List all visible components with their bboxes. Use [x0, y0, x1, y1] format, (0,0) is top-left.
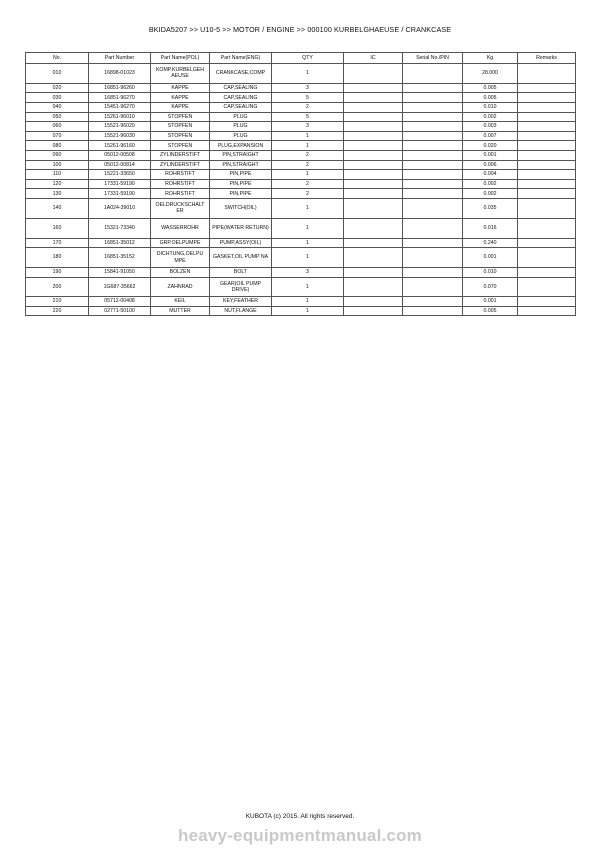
- cell-part-name-eng: PIN,PIPE: [210, 189, 272, 199]
- cell-ic: [344, 238, 403, 248]
- cell-no: 090: [26, 150, 89, 160]
- cell-serial: [403, 297, 463, 307]
- cell-no: 160: [26, 218, 89, 238]
- cell-part-name-pol: KAPPE: [151, 102, 210, 112]
- cell-serial: [403, 198, 463, 218]
- cell-kg: 0.001: [463, 248, 518, 268]
- cell-serial: [403, 64, 463, 84]
- cell-serial: [403, 122, 463, 132]
- column-header-serial: Serial No./PIN: [403, 53, 463, 64]
- cell-no: 140: [26, 198, 89, 218]
- table-row: [26, 198, 576, 218]
- cell-qty: 2: [272, 102, 344, 112]
- table-row: [26, 267, 576, 277]
- table-row: [26, 131, 576, 141]
- cell-part-number: 15521-96020: [89, 122, 151, 132]
- cell-remarks: [518, 277, 576, 297]
- cell-kg: 0.005: [463, 83, 518, 93]
- cell-remarks: [518, 150, 576, 160]
- cell-qty: 3: [272, 83, 344, 93]
- cell-part-number: 15521-96030: [89, 131, 151, 141]
- cell-kg: 0.002: [463, 179, 518, 189]
- cell-ic: [344, 179, 403, 189]
- copyright-notice: KUBOTA (c) 2015. All rights reserved.: [245, 813, 355, 820]
- cell-kg: 28.000: [463, 64, 518, 84]
- cell-serial: [403, 83, 463, 93]
- cell-qty: 1: [272, 218, 344, 238]
- table-row: [26, 170, 576, 180]
- cell-qty: 1: [272, 248, 344, 268]
- cell-part-name-pol: ZAHNRAD: [151, 277, 210, 297]
- table-row: [26, 189, 576, 199]
- cell-no: 170: [26, 238, 89, 248]
- cell-ic: [344, 198, 403, 218]
- cell-kg: 0.002: [463, 189, 518, 199]
- cell-part-name-eng: PIPE(WATER RETURN): [210, 218, 272, 238]
- cell-part-name-eng: CAP,SEALING: [210, 83, 272, 93]
- cell-part-number: 15321-73340: [89, 218, 151, 238]
- cell-part-number: 05012-00508: [89, 150, 151, 160]
- cell-qty: 1: [272, 277, 344, 297]
- cell-part-name-pol: KOMP.KURBELGEH AEUSE: [151, 64, 210, 84]
- cell-ic: [344, 141, 403, 151]
- table-row: [26, 112, 576, 122]
- cell-part-name-pol: KAPPE: [151, 83, 210, 93]
- cell-no: 130: [26, 189, 89, 199]
- page-title: BKIDA5207 >> U10-5 >> MOTOR / ENGINE >> 000100 KURBELGHAEUSE / CRANKCASE: [148, 25, 452, 34]
- cell-qty: 1: [272, 170, 344, 180]
- column-header-part-name-pol: Part Name(POL): [151, 53, 210, 64]
- cell-part-number: 16851-35152: [89, 248, 151, 268]
- cell-ic: [344, 170, 403, 180]
- column-header-ic: IC: [344, 53, 403, 64]
- cell-part-name-eng: BOLT: [210, 267, 272, 277]
- cell-part-name-eng: NUT,FLANGE: [210, 306, 272, 316]
- cell-no: 050: [26, 112, 89, 122]
- column-header-part-number: Part Number: [89, 53, 151, 64]
- cell-kg: 0.240: [463, 238, 518, 248]
- cell-serial: [403, 218, 463, 238]
- cell-part-number: 16851-96270: [89, 93, 151, 103]
- parts-table-body: [26, 64, 576, 316]
- cell-remarks: [518, 267, 576, 277]
- cell-ic: [344, 248, 403, 268]
- cell-part-name-pol: ROHRSTIFT: [151, 189, 210, 199]
- cell-part-name-eng: GASKET,OIL PUMP NA: [210, 248, 272, 268]
- column-header-remarks: Remarks: [518, 53, 576, 64]
- cell-part-name-pol: ZYLINDERSTIFT: [151, 150, 210, 160]
- cell-kg: 0.010: [463, 102, 518, 112]
- cell-part-name-eng: PUMP,ASSY(OIL): [210, 238, 272, 248]
- cell-ic: [344, 112, 403, 122]
- cell-part-number: 17331-59190: [89, 179, 151, 189]
- cell-qty: 1: [272, 131, 344, 141]
- cell-kg: 0.001: [463, 150, 518, 160]
- cell-serial: [403, 150, 463, 160]
- cell-serial: [403, 189, 463, 199]
- cell-kg: 0.035: [463, 198, 518, 218]
- cell-ic: [344, 122, 403, 132]
- cell-remarks: [518, 83, 576, 93]
- cell-part-name-pol: MUTTER: [151, 306, 210, 316]
- cell-remarks: [518, 160, 576, 170]
- cell-no: 210: [26, 297, 89, 307]
- cell-no: 030: [26, 93, 89, 103]
- cell-remarks: [518, 218, 576, 238]
- cell-kg: 0.003: [463, 122, 518, 132]
- cell-part-number: 15221-33650: [89, 170, 151, 180]
- cell-part-name-eng: GEAR(OIL PUMP DRIVE): [210, 277, 272, 297]
- column-header-qty: QTY: [272, 53, 344, 64]
- cell-remarks: [518, 102, 576, 112]
- cell-part-name-pol: ROHRSTIFT: [151, 179, 210, 189]
- cell-qty: 1: [272, 297, 344, 307]
- cell-serial: [403, 141, 463, 151]
- cell-part-name-eng: PLUG: [210, 122, 272, 132]
- cell-remarks: [518, 198, 576, 218]
- cell-remarks: [518, 297, 576, 307]
- cell-ic: [344, 131, 403, 141]
- cell-part-name-eng: KEY,FEATHER: [210, 297, 272, 307]
- cell-remarks: [518, 131, 576, 141]
- cell-remarks: [518, 179, 576, 189]
- cell-no: 060: [26, 122, 89, 132]
- cell-ic: [344, 160, 403, 170]
- cell-remarks: [518, 112, 576, 122]
- table-row: [26, 179, 576, 189]
- cell-serial: [403, 179, 463, 189]
- cell-no: 190: [26, 267, 89, 277]
- cell-no: 220: [26, 306, 89, 316]
- cell-remarks: [518, 248, 576, 268]
- cell-no: 040: [26, 102, 89, 112]
- cell-serial: [403, 267, 463, 277]
- cell-part-name-eng: PIN,STRAIGHT: [210, 150, 272, 160]
- cell-kg: 0.016: [463, 218, 518, 238]
- table-row: [26, 64, 576, 84]
- cell-remarks: [518, 122, 576, 132]
- cell-part-name-pol: WASSERROHR: [151, 218, 210, 238]
- cell-kg: 0.010: [463, 267, 518, 277]
- table-row: [26, 150, 576, 160]
- cell-remarks: [518, 189, 576, 199]
- cell-ic: [344, 83, 403, 93]
- table-row: [26, 297, 576, 307]
- table-row: [26, 160, 576, 170]
- cell-qty: 2: [272, 179, 344, 189]
- cell-part-name-eng: PLUG,EXPANSION: [210, 141, 272, 151]
- cell-no: 180: [26, 248, 89, 268]
- table-row: [26, 248, 576, 268]
- cell-no: 120: [26, 179, 89, 189]
- cell-no: 020: [26, 83, 89, 93]
- cell-part-name-pol: STOPFEN: [151, 112, 210, 122]
- cell-qty: 2: [272, 160, 344, 170]
- cell-part-name-pol: KAPPE: [151, 93, 210, 103]
- cell-part-name-pol: STOPFEN: [151, 141, 210, 151]
- cell-ic: [344, 150, 403, 160]
- table-row: [26, 83, 576, 93]
- cell-part-number: 16851-96260: [89, 83, 151, 93]
- cell-part-number: 1G687-35662: [89, 277, 151, 297]
- cell-part-number: 05712-00408: [89, 297, 151, 307]
- cell-part-name-eng: PIN,PIPE: [210, 179, 272, 189]
- cell-part-name-pol: ZYLINDERSTIFT: [151, 160, 210, 170]
- cell-qty: 3: [272, 122, 344, 132]
- cell-part-number: 15451-96270: [89, 102, 151, 112]
- cell-part-number: 15261-96010: [89, 112, 151, 122]
- cell-remarks: [518, 93, 576, 103]
- cell-serial: [403, 112, 463, 122]
- cell-kg: 0.001: [463, 297, 518, 307]
- cell-no: 100: [26, 160, 89, 170]
- cell-part-number: 1A024-39010: [89, 198, 151, 218]
- cell-part-name-eng: CRANKCASE,COMP: [210, 64, 272, 84]
- cell-part-name-eng: PLUG: [210, 131, 272, 141]
- table-row: [26, 218, 576, 238]
- cell-part-name-eng: CAP,SEALING: [210, 102, 272, 112]
- cell-ic: [344, 102, 403, 112]
- table-row: [26, 306, 576, 316]
- cell-qty: 3: [272, 267, 344, 277]
- cell-no: 070: [26, 131, 89, 141]
- cell-remarks: [518, 170, 576, 180]
- cell-qty: 2: [272, 150, 344, 160]
- cell-ic: [344, 306, 403, 316]
- table-row: [26, 141, 576, 151]
- cell-ic: [344, 189, 403, 199]
- column-header-part-name-eng: Part Name(ENG): [210, 53, 272, 64]
- cell-serial: [403, 306, 463, 316]
- cell-serial: [403, 102, 463, 112]
- cell-kg: 0.005: [463, 306, 518, 316]
- cell-part-number: 17331-59190: [89, 189, 151, 199]
- cell-qty: 1: [272, 64, 344, 84]
- cell-qty: 2: [272, 189, 344, 199]
- cell-serial: [403, 160, 463, 170]
- cell-ic: [344, 64, 403, 84]
- cell-part-number: 15841-91050: [89, 267, 151, 277]
- cell-kg: 0.002: [463, 112, 518, 122]
- table-row: [26, 102, 576, 112]
- cell-part-name-pol: STOPFEN: [151, 131, 210, 141]
- cell-part-name-eng: PIN,PIPE: [210, 170, 272, 180]
- cell-ic: [344, 93, 403, 103]
- parts-table: [25, 52, 576, 316]
- cell-serial: [403, 248, 463, 268]
- column-header-kg: Kg: [463, 53, 518, 64]
- table-row: [26, 277, 576, 297]
- cell-kg: 0.020: [463, 141, 518, 151]
- cell-no: 200: [26, 277, 89, 297]
- table-row: [26, 122, 576, 132]
- cell-part-name-eng: PLUG: [210, 112, 272, 122]
- cell-ic: [344, 267, 403, 277]
- cell-part-number: 15261-96160: [89, 141, 151, 151]
- cell-part-name-pol: GRP.OELPUMPE: [151, 238, 210, 248]
- cell-kg: 0.007: [463, 131, 518, 141]
- cell-part-name-eng: CAP,SEALING: [210, 93, 272, 103]
- cell-part-number: 16898-01023: [89, 64, 151, 84]
- cell-kg: 0.005: [463, 93, 518, 103]
- cell-part-number: 05012-00814: [89, 160, 151, 170]
- cell-serial: [403, 170, 463, 180]
- cell-ic: [344, 218, 403, 238]
- cell-part-name-pol: KEIL: [151, 297, 210, 307]
- table-row: [26, 238, 576, 248]
- cell-serial: [403, 277, 463, 297]
- cell-part-name-pol: BOLZEN: [151, 267, 210, 277]
- cell-serial: [403, 238, 463, 248]
- cell-remarks: [518, 64, 576, 84]
- cell-remarks: [518, 141, 576, 151]
- cell-qty: 1: [272, 306, 344, 316]
- cell-part-number: 02771-50100: [89, 306, 151, 316]
- cell-ic: [344, 297, 403, 307]
- cell-remarks: [518, 238, 576, 248]
- cell-no: 110: [26, 170, 89, 180]
- cell-remarks: [518, 306, 576, 316]
- cell-ic: [344, 277, 403, 297]
- cell-kg: 0.006: [463, 160, 518, 170]
- cell-part-name-eng: PIN,STRAIGHT: [210, 160, 272, 170]
- cell-part-name-pol: DICHTUNG,OELPU MPE: [151, 248, 210, 268]
- cell-qty: 1: [272, 141, 344, 151]
- cell-part-name-eng: SWITCH(OIL): [210, 198, 272, 218]
- table-header-row: [26, 53, 576, 64]
- cell-qty: 1: [272, 238, 344, 248]
- table-row: [26, 93, 576, 103]
- cell-kg: 0.070: [463, 277, 518, 297]
- column-header-no: No.: [26, 53, 89, 64]
- cell-no: 080: [26, 141, 89, 151]
- cell-qty: 5: [272, 112, 344, 122]
- cell-no: 010: [26, 64, 89, 84]
- cell-part-name-pol: STOPFEN: [151, 122, 210, 132]
- cell-part-number: 16851-35012: [89, 238, 151, 248]
- watermark: heavy-equipmentmanual.com: [177, 826, 422, 845]
- cell-qty: 1: [272, 198, 344, 218]
- cell-serial: [403, 131, 463, 141]
- cell-part-name-pol: ROHRSTIFT: [151, 170, 210, 180]
- cell-kg: 0.004: [463, 170, 518, 180]
- cell-serial: [403, 93, 463, 103]
- cell-qty: 5: [272, 93, 344, 103]
- cell-part-name-pol: OELDRUCKSCHALT ER: [151, 198, 210, 218]
